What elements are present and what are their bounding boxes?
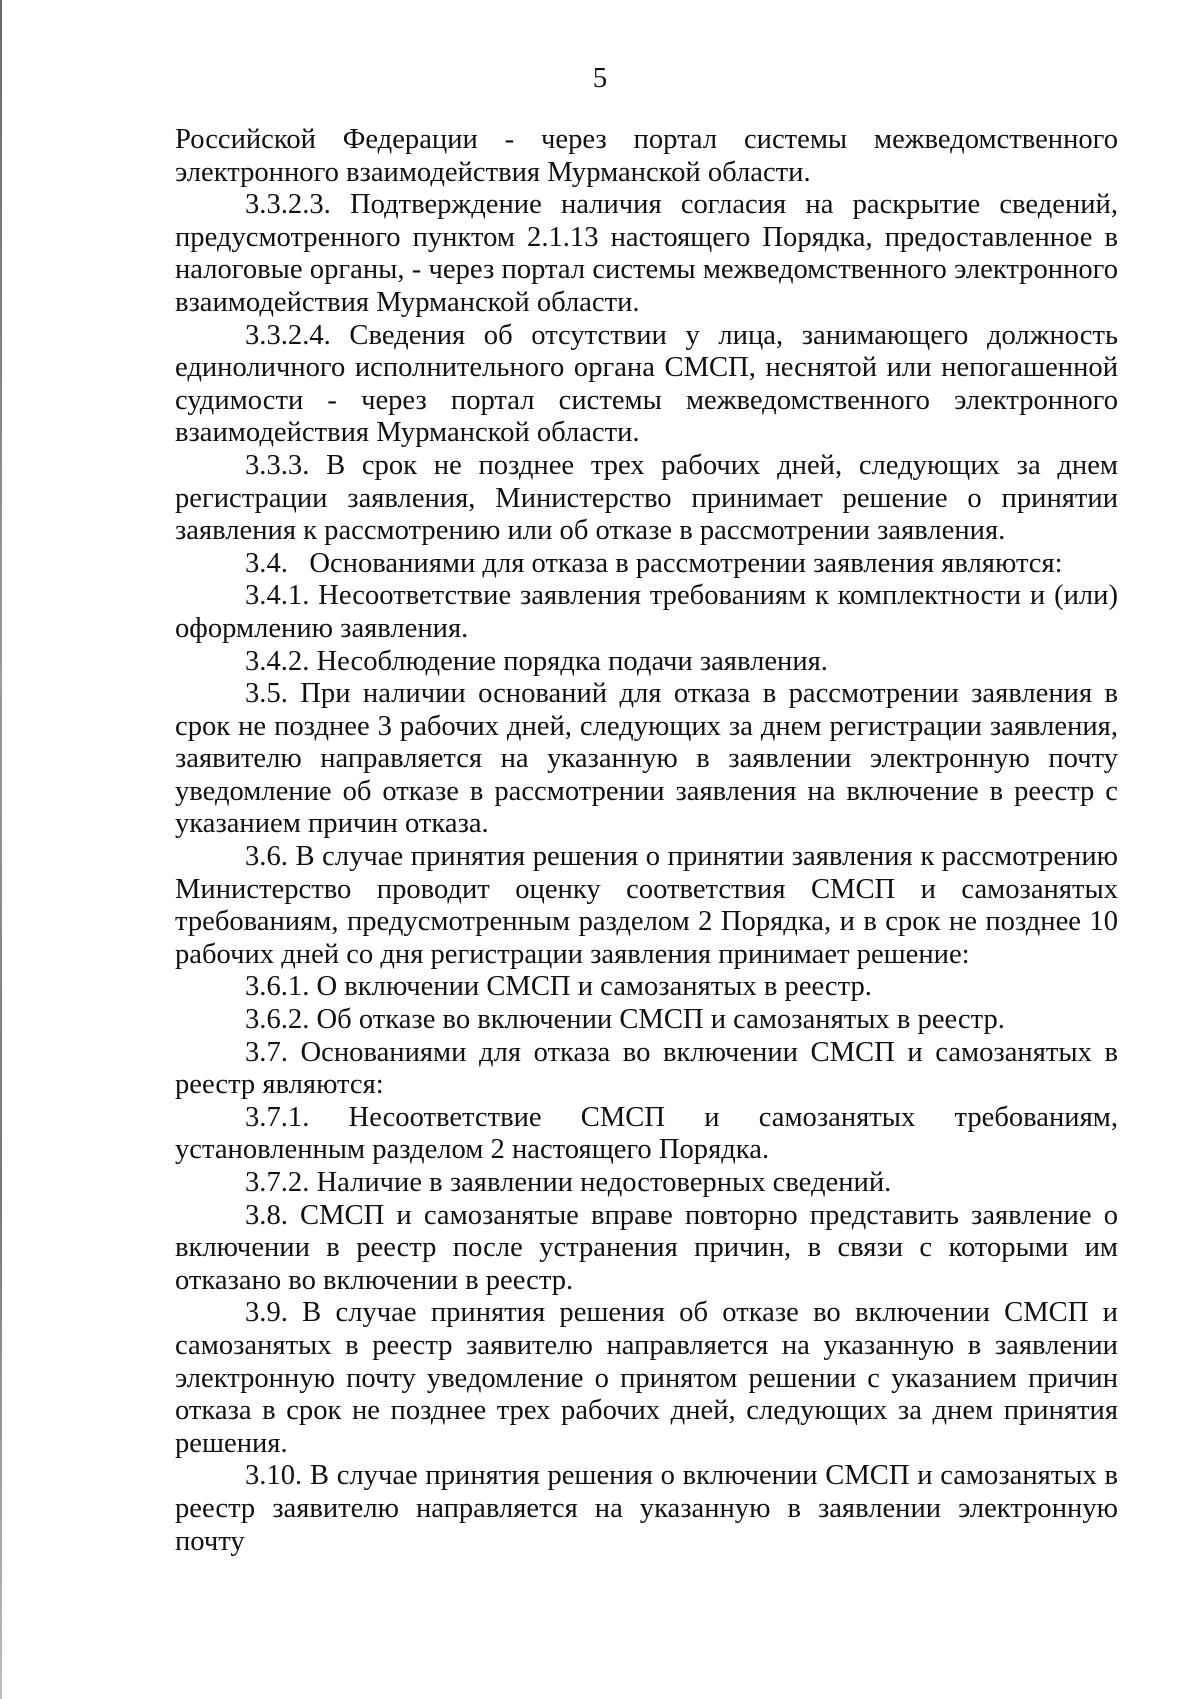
paragraph-3-5: 3.5. При наличии оснований для отказа в рассмотрении заявления в срок не позднее 3 рабочих дней, следующих за днем регистрации заявления, заявителю направляется на указанную в заявлении электронную почту уведомление об отказе в рассмотрении заявления на включение в реестр с указанием причин отказа.: [175, 678, 1118, 840]
paragraph-3-3-2-3: 3.3.2.3. Подтверждение наличия согласия на раскрытие сведений, предусмотренного пунктом 2.1.13 настоящего Порядка, предоставленное в налоговые органы, - через портал системы межведомственного электронного взаимодействия Мурманской области.: [175, 189, 1118, 318]
paragraph-3-10: 3.10. В случае принятия решения о включении СМСП и самозанятых в реестр заявителю направляется на указанную в заявлении электронную почту: [175, 1460, 1118, 1557]
paragraph-3-7-1: 3.7.1. Несоответствие СМСП и самозанятых требованиям, установленным разделом 2 настоящего Порядка.: [175, 1101, 1118, 1166]
paragraph-3-6-1: 3.6.1. О включении СМСП и самозанятых в реестр.: [245, 971, 872, 1003]
paragraph-3-4-2: 3.4.2. Несоблюдение порядка подачи заявления.: [245, 645, 828, 677]
paragraph-3-7-2: 3.7.2. Наличие в заявлении недостоверных сведений.: [245, 1167, 892, 1198]
paragraph-3-6: 3.6. В случае принятия решения о принятии заявления к рассмотрению Министерство проводит оценку соответствия СМСП и самозанятых требованиям, предусмотренным разделом 2 Порядка, и в срок не позднее 10 рабочих дней со дня регистрации заявления принимает решение:: [175, 841, 1118, 970]
paragraph-3-4: 3.4. Основаниями для отказа в рассмотрении заявления являются:: [245, 547, 1063, 579]
scan-edge: [0, 0, 2, 1699]
paragraph-3-6-2: 3.6.2. Об отказе во включении СМСП и самозанятых в реестр.: [245, 1004, 1005, 1036]
paragraph-3-4-1: 3.4.1. Несоответствие заявления требованиям к комплектности и (или) оформлению заявления.: [175, 580, 1118, 644]
document-body: [175, 124, 1118, 1558]
paragraph-3-8: 3.8. СМСП и самозанятые вправе повторно представить заявление о включении в реестр после устранения причин, в связи с которыми им отказано во включении в реестр.: [175, 1199, 1118, 1296]
paragraph-3-9: 3.9. В случае принятия решения об отказе во включении СМСП и самозанятых в реестр заявителю направляется на указанную в заявлении электронную почту уведомление о принятом решении с указанием причин отказа в срок не позднее трех рабочих дней, следующих за днем принятия решения.: [175, 1297, 1118, 1459]
paragraph-3-3-3: 3.3.3. В срок не позднее трех рабочих дней, следующих за днем регистрации заявления, Министерство принимает решение о принятии заявления к рассмотрению или об отказе в рассмотрении заявления.: [175, 449, 1118, 547]
page-number: 5: [592, 62, 608, 94]
paragraph-3-3-2-4: 3.3.2.4. Сведения об отсутствии у лица, занимающего должность единоличного исполнительного органа СМСП, неснятой или непогашенной судимости - через портал системы межведомственного электронного взаимодействия Мурманской области.: [175, 319, 1118, 449]
paragraph-continuation: Российской Федерации - через портал системы межведомственного электронного взаимодействия Мурманской области.: [175, 124, 1118, 188]
paragraph-3-7: 3.7. Основаниями для отказа во включении СМСП и самозанятых в реестр являются:: [175, 1036, 1118, 1101]
